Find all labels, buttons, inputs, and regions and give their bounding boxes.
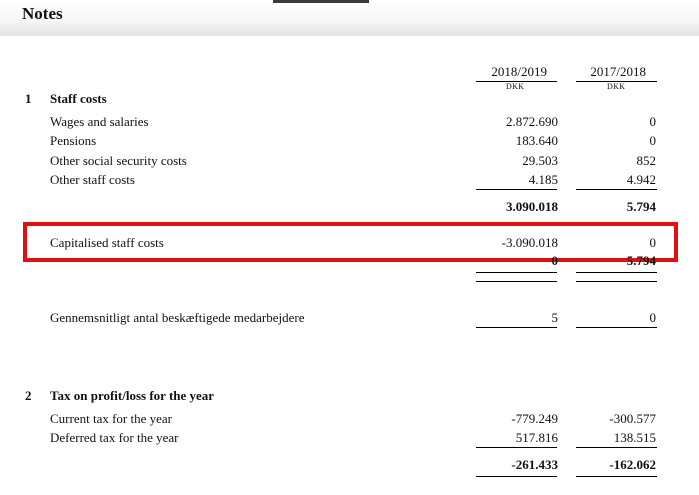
row-value-wages-y2: 0 (649, 114, 656, 129)
employees-rule-y2 (576, 327, 657, 328)
row-label-wages: Wages and salaries (50, 114, 149, 129)
row-value-current-tax-y2: -300.577 (609, 411, 656, 426)
row-value-social-security-y1: 29.503 (522, 153, 558, 168)
row-value-other-staff-y1: 4.185 (528, 172, 558, 187)
scroll-marker (273, 0, 369, 3)
subtotal-value-y2: 5.794 (626, 199, 656, 214)
row-label-pensions: Pensions (50, 133, 97, 148)
row-value-capitalised-y2: 0 (649, 235, 656, 250)
tax-total-rule-y2 (576, 447, 657, 448)
note-number-2: 2 (25, 388, 32, 403)
subtotal-rule-y1 (476, 189, 557, 190)
row-label-capitalised: Capitalised staff costs (50, 235, 164, 250)
subtotal-rule-y2 (576, 189, 657, 190)
row-label-other-staff: Other staff costs (50, 172, 135, 187)
row-value-pensions-y1: 183.640 (515, 133, 558, 148)
row-value-pensions-y2: 0 (649, 133, 656, 148)
subtotal-value-y1: 3.090.018 (506, 199, 558, 214)
total-rule-y1-b (476, 281, 557, 282)
tax-total-double-rule-y1 (476, 476, 557, 477)
note-heading-tax: Tax on profit/loss for the year (50, 388, 215, 403)
total-value-y1: 0 (551, 253, 558, 268)
row-value-wages-y1: 2.872.690 (506, 114, 558, 129)
row-value-employees-y1: 5 (551, 310, 558, 325)
row-value-capitalised-y1: -3.090.018 (501, 235, 558, 250)
note-heading-staff-costs: Staff costs (50, 91, 107, 106)
total-rule-y2-b (576, 281, 657, 282)
row-label-employees: Gennemsnitligt antal beskæftigede medarbejdere (50, 310, 305, 325)
highlight-box (23, 222, 678, 262)
row-label-deferred-tax: Deferred tax for the year (50, 430, 179, 445)
total-rule-y2-a (576, 272, 657, 273)
row-value-other-staff-y2: 4.942 (626, 172, 656, 187)
column-header-year1: 2018/2019 (491, 64, 547, 79)
row-value-employees-y2: 0 (649, 310, 656, 325)
page-title: Notes (22, 4, 63, 23)
total-rule-y1-a (476, 272, 557, 273)
row-value-social-security-y2: 852 (636, 153, 656, 168)
unit-label-year1: DKK (506, 82, 525, 91)
column-header-year2: 2017/2018 (590, 64, 646, 79)
row-value-deferred-tax-y2: 138.515 (613, 430, 656, 445)
tax-total-value-y2: -162.062 (609, 457, 656, 472)
tax-total-rule-y1 (476, 447, 557, 448)
total-value-y2: 5.794 (626, 253, 656, 268)
page-top-shade (0, 0, 699, 36)
unit-label-year2: DKK (607, 82, 626, 91)
row-label-current-tax: Current tax for the year (50, 411, 173, 426)
row-value-current-tax-y1: -779.249 (511, 411, 558, 426)
employees-rule-y1 (476, 327, 557, 328)
tax-total-value-y1: -261.433 (511, 457, 558, 472)
note-number-1: 1 (25, 91, 32, 106)
row-label-social-security: Other social security costs (50, 153, 187, 168)
row-value-deferred-tax-y1: 517.816 (515, 430, 558, 445)
tax-total-double-rule-y2 (576, 476, 657, 477)
